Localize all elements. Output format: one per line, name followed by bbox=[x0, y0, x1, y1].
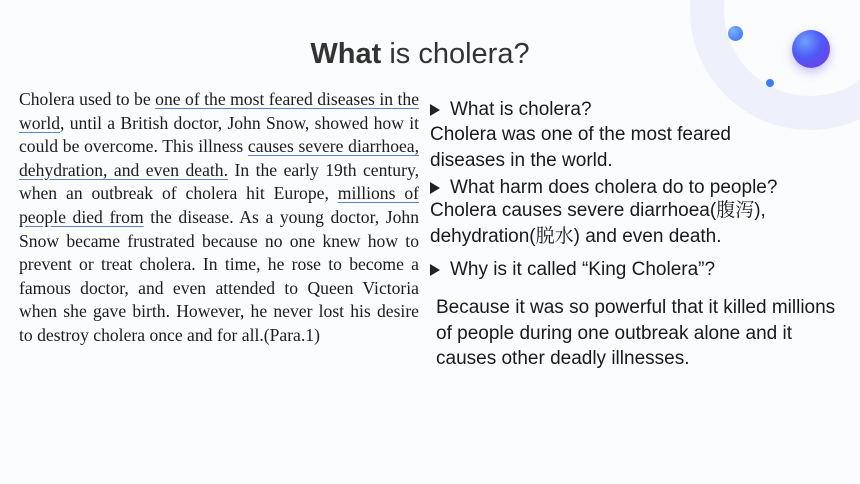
question-2-text: What harm does cholera do to people? bbox=[450, 177, 778, 198]
arrow-bullet-icon bbox=[430, 264, 440, 276]
passage-text: Cholera used to be bbox=[19, 89, 156, 109]
question-2 bbox=[430, 177, 830, 199]
passage-text: , until a British doctor, John Snow, showed how it could be overcome. This illness bbox=[19, 112, 419, 157]
question-1 bbox=[430, 99, 800, 121]
passage-underline: millions of people died from bbox=[19, 183, 419, 227]
title-bold: What bbox=[310, 38, 382, 70]
question-3-text: Why is it called “King Cholera”? bbox=[450, 259, 716, 280]
qa-block-3 bbox=[430, 259, 840, 372]
title-rest: is cholera? bbox=[381, 38, 530, 70]
slide-title bbox=[0, 38, 840, 71]
passage-text: In the early 19th century, when an outbreak of cholera hit Europe, bbox=[19, 159, 420, 204]
answer-1: Cholera was one of the most feared diseases in the world. bbox=[430, 124, 732, 171]
question-3 bbox=[430, 259, 840, 281]
arrow-bullet-icon bbox=[430, 182, 440, 194]
passage-underline: causes severe diarrhoea, dehydration, and even death. bbox=[19, 136, 420, 180]
qa-block-2 bbox=[430, 177, 830, 249]
passage-text: the disease. As a young doctor, John Snow became frustrated because no one knew how to prevent or treat cholera. In time, he rose to become a famous doctor, and even attended to Queen Victoria when she gave birth. However, he never lost his desire to destroy cholera once and for all.(Para.1) bbox=[19, 206, 419, 345]
answer-3: Because it was so powerful that it killed millions of people during one outbreak alone and it causes other deadly illnesses. bbox=[436, 297, 836, 369]
decorative-dot-small bbox=[766, 79, 774, 87]
passage-underline: one of the most feared diseases in the world bbox=[19, 89, 419, 133]
question-1-text: What is cholera? bbox=[450, 99, 592, 120]
reading-passage bbox=[19, 88, 419, 348]
answer-2: Cholera causes severe diarrhoea(腹泻), dehydration(脱水) and even death. bbox=[430, 200, 766, 247]
arrow-bullet-icon bbox=[430, 104, 440, 116]
qa-block-1 bbox=[430, 99, 800, 173]
